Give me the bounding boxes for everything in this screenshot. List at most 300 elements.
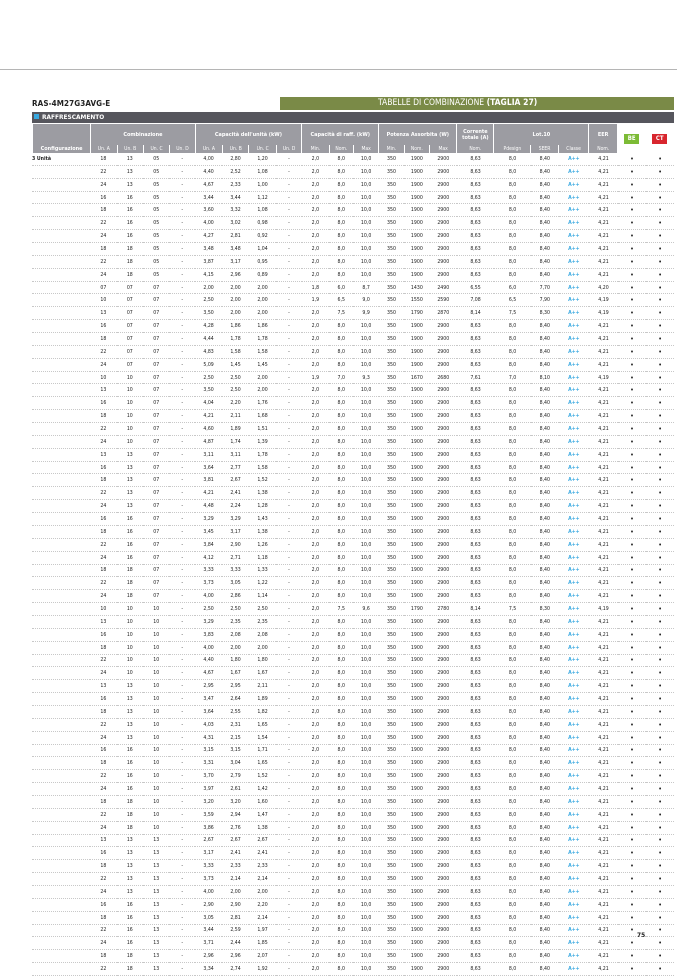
table-cell: 8,63 [457,461,494,474]
table-cell: 10 [143,641,169,654]
table-cell: 22 [90,654,116,667]
table-row [32,744,674,757]
table-cell: 4,60 [195,423,222,436]
table-row [32,204,674,217]
table-cell: 8,40 [531,410,558,423]
table-cell: 8,40 [531,795,558,808]
availability-bullet-cell: • [646,358,674,371]
energy-class-cell: A++ [559,525,590,538]
table-row [32,628,674,641]
table-cell: - [276,564,301,577]
table-cell: 8,40 [531,435,558,448]
table-cell: 350 [379,423,404,436]
table-cell: 1,89 [222,423,248,436]
table-cell: 350 [379,693,404,706]
square-bullet-icon [34,114,39,119]
table-cell: 8,0 [329,384,353,397]
table-cell: 07 [143,281,169,294]
table-cell: 3,33 [195,564,222,577]
availability-bullet-cell: • [618,950,647,963]
table-cell: 6,5 [494,294,531,307]
table-cell: 8,0 [329,834,353,847]
table-cell: 8,0 [494,950,531,963]
availability-bullet-cell: • [646,230,674,243]
table-cell: 8,63 [457,667,494,680]
table-cell: - [169,564,194,577]
availability-bullet-cell: • [646,693,674,706]
table-cell: 8,0 [494,654,531,667]
subheader-cell: Un. A [196,145,222,153]
table-cell: 4,21 [589,924,618,937]
table-cell: 07 [90,281,116,294]
availability-bullet-cell: • [618,718,647,731]
table-cell: 4,83 [195,345,222,358]
table-row [32,551,674,564]
availability-bullet-cell: • [646,345,674,358]
table-cell: 2,00 [222,307,248,320]
availability-bullet-cell: • [646,590,674,603]
table-cell: 1900 [404,911,429,924]
table-cell: 10 [117,667,143,680]
table-cell: 4,44 [195,333,222,346]
table-cell: - [276,808,301,821]
configuration-cell [32,667,90,680]
table-cell: 16 [90,847,116,860]
availability-bullet-cell: • [646,243,674,256]
table-cell: 07 [117,294,143,307]
table-cell: 24 [90,435,116,448]
table-cell: 1,28 [249,500,276,513]
availability-bullet-cell: • [646,950,674,963]
table-cell: 8,0 [329,153,353,165]
table-cell: 1900 [404,808,429,821]
table-cell: 10,0 [353,230,378,243]
table-cell: 8,0 [494,718,531,731]
table-cell: 8,63 [457,551,494,564]
table-cell: 10,0 [353,693,378,706]
table-cell: 13 [117,461,143,474]
table-cell: 13 [117,165,143,178]
table-cell: 350 [379,705,404,718]
table-cell: 10,0 [353,615,378,628]
table-cell: 350 [379,834,404,847]
table-cell: 18 [117,255,143,268]
table-cell: 1900 [404,551,429,564]
energy-class-cell: A++ [559,333,590,346]
table-cell: 8,63 [457,963,494,976]
table-cell: 3,50 [195,307,222,320]
table-cell: 4,21 [589,525,618,538]
table-cell: 2,50 [195,294,222,307]
page-number: 75 [637,931,646,939]
table-cell: 8,0 [329,808,353,821]
table-cell: 4,21 [589,538,618,551]
table-cell: 4,21 [589,821,618,834]
table-cell: 13 [143,885,169,898]
table-cell: 18 [117,268,143,281]
table-cell: 2,14 [249,911,276,924]
table-cell: 2,81 [222,230,248,243]
table-cell: 2,52 [222,165,248,178]
configuration-cell [32,551,90,564]
table-cell: 10,0 [353,255,378,268]
table-cell: 16 [117,538,143,551]
table-cell: 2,59 [222,924,248,937]
table-cell: 2,0 [302,680,329,693]
table-cell: 8,40 [531,885,558,898]
table-cell: 7,0 [494,371,531,384]
table-cell: 2,0 [302,783,329,796]
table-cell: 18 [117,950,143,963]
table-cell: 2900 [430,834,457,847]
table-cell: - [169,333,194,346]
configuration-cell [32,255,90,268]
table-cell: 350 [379,474,404,487]
table-cell: - [276,165,301,178]
configuration-cell [32,268,90,281]
table-cell: 07 [143,461,169,474]
availability-bullet-cell: • [618,808,647,821]
table-cell: 2900 [430,217,457,230]
table-cell: 350 [379,821,404,834]
table-row [32,410,674,423]
table-cell: 0,95 [249,255,276,268]
table-cell: 1,78 [222,333,248,346]
table-cell: 2900 [430,693,457,706]
table-cell: 3,29 [195,615,222,628]
table-cell: 8,0 [329,217,353,230]
table-cell: 8,0 [494,410,531,423]
table-cell: 3,45 [195,525,222,538]
table-row [32,834,674,847]
table-cell: 8,0 [329,873,353,886]
table-cell: 2,33 [222,178,248,191]
table-cell: 2900 [430,590,457,603]
table-cell: 8,40 [531,384,558,397]
table-cell: 4,21 [589,435,618,448]
table-cell: 18 [90,333,116,346]
table-cell: 8,0 [329,898,353,911]
table-cell: 2,0 [302,500,329,513]
table-cell: 2,0 [302,924,329,937]
availability-bullet-cell: • [618,191,647,204]
configuration-cell [32,641,90,654]
table-cell: 2,0 [302,628,329,641]
table-cell: 10,0 [353,538,378,551]
table-cell: - [276,191,301,204]
table-cell: 2,41 [249,847,276,860]
energy-class-cell: A++ [559,564,590,577]
table-cell: 2900 [430,461,457,474]
table-cell: 8,63 [457,217,494,230]
table-cell: 7,5 [329,603,353,616]
table-cell: - [276,603,301,616]
table-cell: 1,43 [249,513,276,526]
table-cell: 07 [143,423,169,436]
table-row [32,320,674,333]
table-cell: 05 [143,230,169,243]
table-row [32,333,674,346]
table-cell: 10,0 [353,500,378,513]
table-cell: 2,24 [222,500,248,513]
table-cell: 1,42 [249,783,276,796]
table-cell: 1,38 [249,487,276,500]
table-cell: 10,0 [353,410,378,423]
table-cell: 4,21 [589,757,618,770]
availability-bullet-cell: • [646,384,674,397]
table-cell: 07 [117,333,143,346]
table-cell: 1,89 [249,693,276,706]
table-cell: 10 [143,654,169,667]
table-cell: 4,31 [195,731,222,744]
table-cell: 2,67 [222,834,248,847]
table-cell: 07 [143,435,169,448]
table-cell: 8,0 [494,551,531,564]
table-cell: 2900 [430,860,457,873]
availability-bullet-cell: • [646,320,674,333]
energy-class-cell: A++ [559,770,590,783]
table-cell: 8,40 [531,847,558,860]
table-row [32,667,674,680]
table-cell: 1900 [404,924,429,937]
table-cell: 2900 [430,230,457,243]
table-cell: 8,0 [329,847,353,860]
subheader-cell: Un. A [91,145,116,153]
table-cell: 8,63 [457,705,494,718]
table-cell: 350 [379,860,404,873]
table-cell: 1900 [404,885,429,898]
table-cell: 16 [117,204,143,217]
table-cell: 1,74 [222,435,248,448]
table-cell: 2,90 [222,898,248,911]
table-cell: 2,50 [222,603,248,616]
header-ct [646,124,673,153]
table-cell: 8,0 [494,885,531,898]
configuration-cell [32,435,90,448]
configuration-cell [32,423,90,436]
header-corrente-totale: Corrente totale (A) [457,124,493,145]
table-cell: 22 [90,808,116,821]
energy-class-cell: A++ [559,847,590,860]
table-cell: 2,96 [195,950,222,963]
table-cell: 10 [117,654,143,667]
table-cell: - [276,255,301,268]
table-cell: 2900 [430,525,457,538]
table-cell: 1,82 [249,705,276,718]
table-row [32,718,674,731]
table-cell: 2900 [430,770,457,783]
table-cell: 10,0 [353,873,378,886]
table-cell: 8,0 [494,333,531,346]
table-cell: 2900 [430,898,457,911]
availability-bullet-cell: • [618,590,647,603]
table-row [32,808,674,821]
table-cell: 10,0 [353,885,378,898]
table-cell: 8,0 [494,615,531,628]
availability-bullet-cell: • [646,744,674,757]
table-cell: 8,63 [457,821,494,834]
subheader-cell: Nom. [457,145,493,153]
table-cell: 8,30 [531,603,558,616]
table-cell: 16 [117,230,143,243]
table-cell: 8,40 [531,178,558,191]
table-cell: 13 [117,705,143,718]
table-cell: 2,0 [302,191,329,204]
table-cell: 4,21 [195,487,222,500]
table-cell: 10,0 [353,551,378,564]
table-cell: 8,40 [531,590,558,603]
table-cell: 8,0 [494,860,531,873]
table-cell: 1900 [404,500,429,513]
table-cell: 3,64 [195,705,222,718]
table-cell: 1900 [404,487,429,500]
table-cell: 1,26 [249,538,276,551]
table-row [32,770,674,783]
table-cell: 2900 [430,718,457,731]
table-cell: 2900 [430,924,457,937]
table-cell: 8,0 [494,821,531,834]
configuration-cell [32,538,90,551]
table-cell: 6,0 [329,281,353,294]
table-cell: 16 [90,513,116,526]
table-cell: 8,40 [531,693,558,706]
table-cell: 2900 [430,153,457,165]
configuration-cell [32,294,90,307]
table-cell: 2,20 [222,397,248,410]
configuration-cell [32,693,90,706]
table-cell: 2,50 [195,371,222,384]
be-badge: BE [624,134,639,144]
table-cell: 07 [117,307,143,320]
table-cell: 2,0 [302,178,329,191]
table-cell: - [276,423,301,436]
table-cell: 8,63 [457,770,494,783]
table-cell: - [169,744,194,757]
table-cell: 2,0 [302,937,329,950]
table-cell: 1900 [404,358,429,371]
table-cell: 10,0 [353,178,378,191]
table-cell: 2,0 [302,731,329,744]
table-cell: 07 [117,345,143,358]
table-cell: - [169,641,194,654]
table-cell: 16 [117,217,143,230]
table-cell: 13 [117,487,143,500]
table-cell: 8,63 [457,693,494,706]
table-cell: 8,63 [457,474,494,487]
table-cell: 8,40 [531,230,558,243]
table-cell: - [276,500,301,513]
energy-class-cell: A++ [559,384,590,397]
energy-class-cell: A++ [559,474,590,487]
table-cell: 07 [143,551,169,564]
table-cell: 8,0 [494,191,531,204]
configuration-cell [32,795,90,808]
table-cell: 4,21 [589,500,618,513]
table-cell: 2,33 [249,860,276,873]
table-cell: 2,00 [222,885,248,898]
table-cell: 2,0 [302,255,329,268]
table-cell: 3,11 [195,448,222,461]
table-cell: 2,0 [302,898,329,911]
table-cell: 350 [379,525,404,538]
subheader-cell: Min. [302,145,328,153]
table-cell: 4,21 [589,795,618,808]
availability-bullet-cell: • [646,641,674,654]
energy-class-cell: A++ [559,628,590,641]
configuration-cell [32,963,90,976]
table-cell: 2900 [430,345,457,358]
availability-bullet-cell: • [618,423,647,436]
table-cell: 4,21 [589,333,618,346]
table-cell: 2900 [430,963,457,976]
table-cell: - [169,615,194,628]
table-cell: 2,0 [302,705,329,718]
availability-bullet-cell: • [646,705,674,718]
table-cell: 8,0 [329,770,353,783]
configuration-cell [32,191,90,204]
table-cell: 4,21 [589,448,618,461]
table-cell: - [169,538,194,551]
configuration-cell [32,821,90,834]
table-cell: 8,0 [329,564,353,577]
table-cell: 1,52 [249,770,276,783]
table-cell: 2,0 [302,693,329,706]
table-cell: 8,0 [329,320,353,333]
availability-bullet-cell: • [618,615,647,628]
availability-bullet-cell: • [646,873,674,886]
availability-bullet-cell: • [646,577,674,590]
table-cell: 10,0 [353,680,378,693]
table-cell: 8,40 [531,423,558,436]
table-cell: 1900 [404,821,429,834]
table-cell: 8,0 [494,217,531,230]
energy-class-cell: A++ [559,873,590,886]
table-cell: 8,63 [457,847,494,860]
table-row [32,847,674,860]
table-cell: 1,97 [249,924,276,937]
table-cell: 4,21 [589,345,618,358]
table-cell: 2,0 [302,590,329,603]
table-cell: 16 [117,744,143,757]
table-cell: 3,70 [195,770,222,783]
table-cell: 4,21 [195,410,222,423]
table-cell: 350 [379,885,404,898]
table-cell: 1,86 [249,320,276,333]
energy-class-cell: A++ [559,590,590,603]
table-cell: 4,12 [195,551,222,564]
table-cell: 8,0 [329,410,353,423]
table-cell: 2,11 [249,680,276,693]
table-cell: 8,40 [531,217,558,230]
table-cell: 8,40 [531,654,558,667]
subheader-cell: SEER [531,145,557,153]
table-cell: 10,0 [353,564,378,577]
table-cell: 1900 [404,384,429,397]
table-cell: 2,00 [249,384,276,397]
table-cell: 8,40 [531,513,558,526]
table-cell: 4,21 [589,461,618,474]
table-cell: 2900 [430,564,457,577]
availability-bullet-cell: • [618,667,647,680]
table-cell: 13 [117,860,143,873]
table-cell: - [169,718,194,731]
table-cell: 8,40 [531,165,558,178]
table-cell: 1,65 [249,718,276,731]
table-cell: 2,0 [302,435,329,448]
table-cell: - [169,860,194,873]
configuration-cell [32,860,90,873]
table-cell: 3,29 [222,513,248,526]
